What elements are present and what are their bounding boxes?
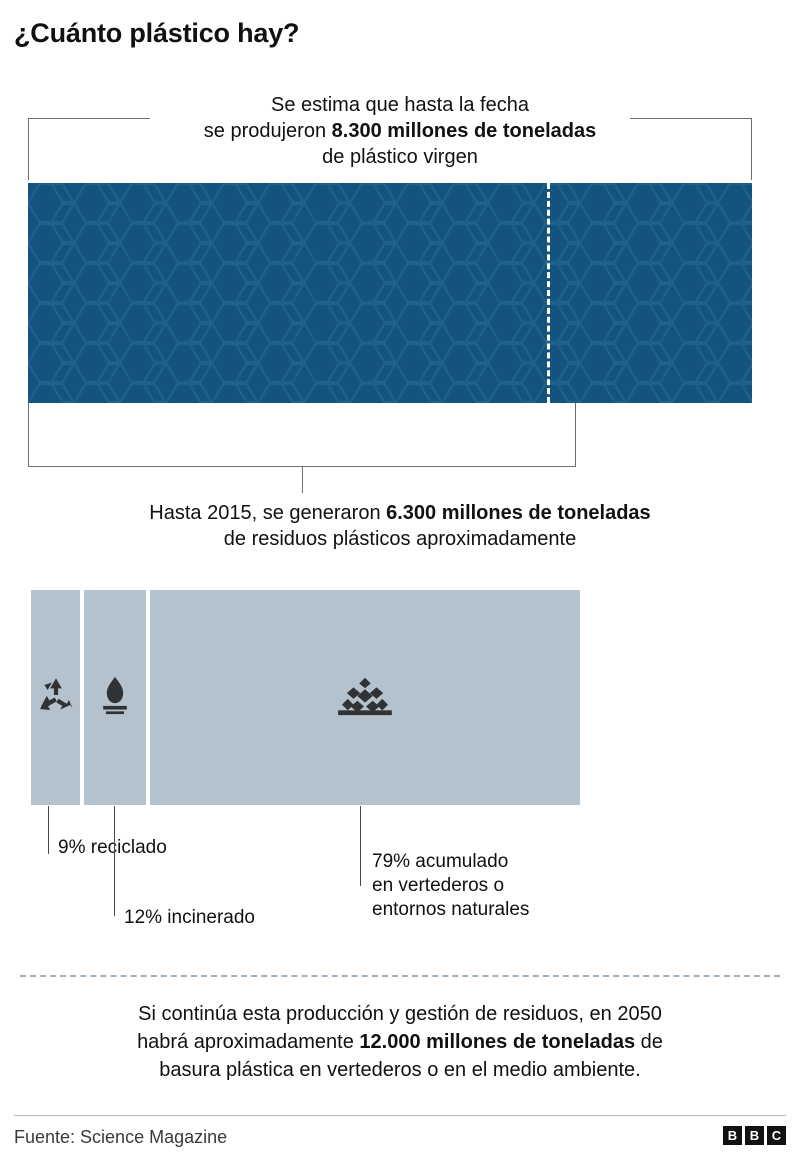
waste-divider-dashed-line [547, 183, 550, 403]
top-caption-line3: de plástico virgen [322, 146, 478, 168]
recycle-icon [36, 675, 76, 720]
segment-accumulated [150, 590, 580, 805]
bottom-caption-line2 [30, 1028, 770, 1056]
footer-divider [14, 1115, 786, 1116]
label-accumulated [372, 850, 672, 922]
hexagon-pattern-icon [28, 183, 752, 403]
mid-caption [0, 500, 800, 552]
mid-caption-line1-pre: Hasta 2015, se generaron [149, 502, 387, 524]
bottom-caption [30, 1000, 770, 1084]
source-label: Fuente: Science Magazine [14, 1127, 228, 1147]
top-caption-line2-pre: se produjeron [203, 120, 332, 142]
bbc-logo-letter-3: C [767, 1126, 786, 1145]
bbc-logo [723, 1126, 786, 1145]
section-divider [20, 975, 780, 977]
mid-caption-line2: de residuos plásticos aproximadamente [223, 528, 577, 550]
mid-caption-line1-value: 6.300 millones de toneladas [386, 502, 651, 524]
top-caption-line2 [0, 118, 800, 144]
label-recycled: 9% reciclado [58, 837, 167, 858]
bbc-logo-letter-1: B [723, 1126, 742, 1145]
bbc-logo-letter-2: B [745, 1126, 764, 1145]
leader-recycled [48, 806, 49, 854]
landfill-pile-icon [336, 672, 394, 723]
label-accumulated-line1: 79% acumulado [372, 851, 509, 872]
waste-breakdown-bar [31, 590, 580, 805]
segment-recycled [31, 590, 80, 805]
waste-bracket [28, 403, 576, 467]
label-accumulated-line3: entornos naturales [372, 899, 530, 920]
top-caption-line1: Se estima que hasta la fecha [271, 94, 529, 116]
label-incinerated: 12% incinerado [124, 907, 255, 928]
virgin-plastic-bar [28, 183, 752, 403]
label-accumulated-line2: en vertederos o [372, 875, 505, 896]
page-title: ¿Cuánto plástico hay? [14, 18, 300, 48]
waste-bracket-stem [302, 467, 303, 493]
top-caption [0, 92, 800, 170]
bottom-caption-line2-post: de [635, 1031, 663, 1053]
bottom-caption-line2-pre: habrá aproximadamente [137, 1031, 360, 1053]
segment-incinerated [84, 590, 146, 805]
bottom-caption-line3: basura plástica en vertederos o en el medio ambiente. [159, 1059, 641, 1081]
leader-accumulated [360, 806, 361, 886]
mid-caption-line1 [0, 500, 800, 526]
leader-incinerated [114, 806, 115, 916]
bottom-caption-line2-value: 12.000 millones de toneladas [359, 1031, 636, 1053]
flame-incineration-icon [98, 675, 132, 720]
top-caption-line2-value: 8.300 millones de toneladas [331, 120, 597, 142]
bottom-caption-line1: Si continúa esta producción y gestión de residuos, en 2050 [138, 1003, 662, 1025]
